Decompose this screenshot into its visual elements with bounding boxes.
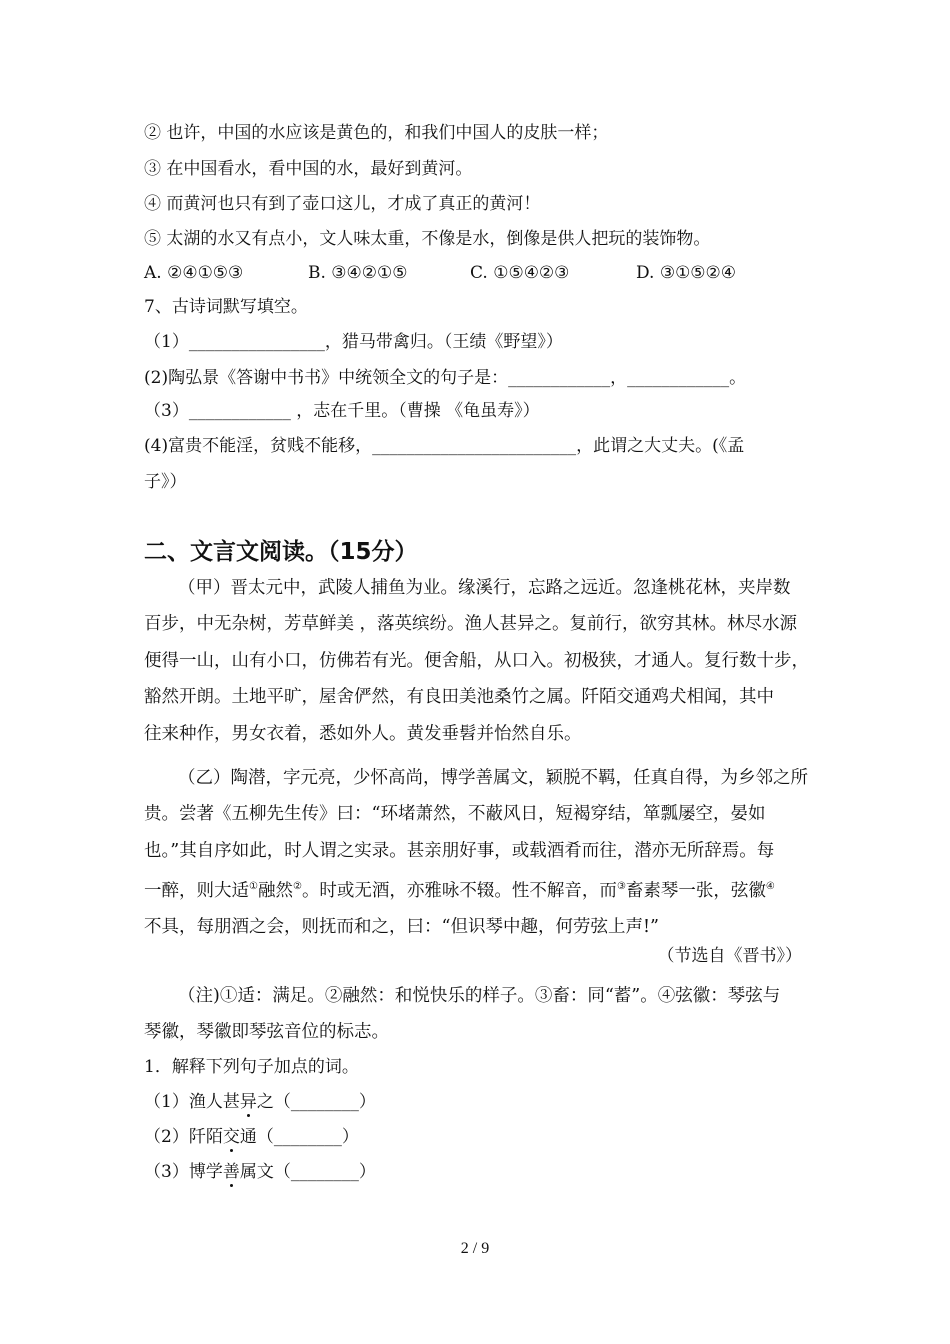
passage-yi bbox=[144, 760, 809, 946]
choice-c: C. ①⑤④②③ bbox=[470, 263, 570, 283]
item-text: 之（________） bbox=[256, 1092, 376, 1112]
note-line: 琴徽，琴徽即琴弦音位的标志。 bbox=[144, 1022, 389, 1043]
passage-line: 贵。尝著《五柳先生传》曰：“环堵萧然，不蔽风日，短褐穿结，箪瓢屡空，晏如 bbox=[144, 804, 766, 825]
dotted-word: 交 bbox=[222, 1127, 240, 1147]
question-7-item-2: (2)陶弘景《答谢中书书》中统领全文的句子是：____________，____________。 bbox=[144, 368, 747, 388]
order-option-2: ② 也许，中国的水应该是黄色的，和我们中国人的皮肤一样； bbox=[144, 123, 609, 143]
footnote-ref-1: ① bbox=[249, 881, 258, 893]
passage-line: （乙）陶潜，字元亮，少怀高尚，博学善属文，颖脱不羁，任真自得，为乡邻之所 bbox=[178, 768, 808, 788]
item-text: （2）阡陌 bbox=[144, 1127, 223, 1147]
source-citation: （节选自《晋书》） bbox=[657, 946, 802, 966]
passage-line: 便得一山，山有小口，仿佛若有光。便舍船，从口入。初极狭，才通人。复行数十步， bbox=[144, 650, 809, 671]
choice-d: D. ③①⑤②④ bbox=[636, 263, 737, 283]
order-option-3: ③ 在中国看水，看中国的水，最好到黄河。 bbox=[144, 159, 473, 179]
section-heading: 二、文言文阅读。（15分） bbox=[144, 539, 418, 565]
footnote-ref-3: ③ bbox=[616, 881, 626, 893]
passage-line: 不具，每朋酒之会，则抚而和之，曰：“但识琴中趣，何劳弦上声!” bbox=[144, 917, 659, 938]
question-7-item-4: (4)富贵不能淫，贫贱不能移，________________________，此谓之大丈夫。(《孟 bbox=[144, 436, 745, 456]
dotted-word: 异 bbox=[239, 1092, 257, 1112]
question-7-title: 7、古诗词默写填空。 bbox=[144, 297, 308, 317]
note-line: （注)①适：满足。②融然：和悦快乐的样子。③畜：同“蓄”。④弦徽：琴弦与 bbox=[178, 986, 781, 1006]
question-1-title: 1．解释下列句子加点的词。 bbox=[144, 1057, 359, 1077]
passage-text: 融然 bbox=[257, 881, 293, 902]
question-7-item-4-cont: 子》） bbox=[144, 472, 187, 492]
item-text: （3）博学 bbox=[144, 1162, 223, 1182]
item-text: 属文（________） bbox=[239, 1162, 376, 1182]
question-7-item-1: （1）________________，猎马带禽归。（王绩《野望》） bbox=[144, 332, 563, 352]
passage-line: 百步，中无杂树，芳草鲜美 ，落英缤纷。渔人甚异之。复前行，欲穷其林。林尽水源 bbox=[144, 614, 798, 635]
footnote-ref-2: ② bbox=[292, 881, 302, 893]
passage-line: 也。”其自序如此，时人谓之实录。甚亲朋好事，或载酒肴而往，潜亦无所辞焉。每 bbox=[144, 840, 775, 861]
passage-line: （甲）晋太元中，武陵人捕鱼为业。缘溪行，忘路之远近。忽逢桃花林，夹岸数 bbox=[178, 578, 791, 598]
question-7-item-3: （3）____________ ，志在千里。（曹操 《龟虽寿》） bbox=[144, 401, 540, 421]
passage-jia bbox=[144, 570, 809, 752]
page-number: 2 / 9 bbox=[460, 1240, 490, 1257]
question-1-item-1 bbox=[144, 1090, 376, 1114]
answer-choices bbox=[144, 261, 736, 285]
passage-text: 畜素琴一张，弦徽 bbox=[625, 881, 766, 902]
passage-line bbox=[144, 869, 809, 909]
passage-line: 豁然开朗。土地平旷，屋舍俨然，有良田美池桑竹之属。阡陌交通鸡犬相闻，其中 bbox=[144, 687, 774, 708]
item-text: （1）渔人甚 bbox=[144, 1092, 240, 1112]
passage-text: 一醉，则大适 bbox=[144, 881, 249, 902]
order-option-4: ④ 而黄河也只有到了壶口这儿，才成了真正的黄河！ bbox=[144, 194, 541, 214]
dotted-word: 善 bbox=[222, 1162, 240, 1182]
passage-text: 。时或无酒，亦雅咏不辍。性不解音，而 bbox=[301, 881, 617, 902]
footnote-ref-4: ④ bbox=[765, 881, 775, 893]
question-1-item-3 bbox=[144, 1160, 376, 1184]
item-text: 通（________） bbox=[239, 1127, 359, 1147]
question-1-item-2 bbox=[144, 1125, 359, 1149]
order-option-5: ⑤ 太湖的水又有点小，文人味太重，不像是水，倒像是供人把玩的装饰物。 bbox=[144, 229, 711, 249]
choice-a: A. ②④①⑤③ bbox=[144, 263, 244, 283]
passage-line: 往来种作，男女衣着，悉如外人。黄发垂髫并怡然自乐。 bbox=[144, 723, 582, 744]
notes bbox=[144, 978, 809, 1051]
choice-b: B. ③④②①⑤ bbox=[308, 263, 408, 283]
